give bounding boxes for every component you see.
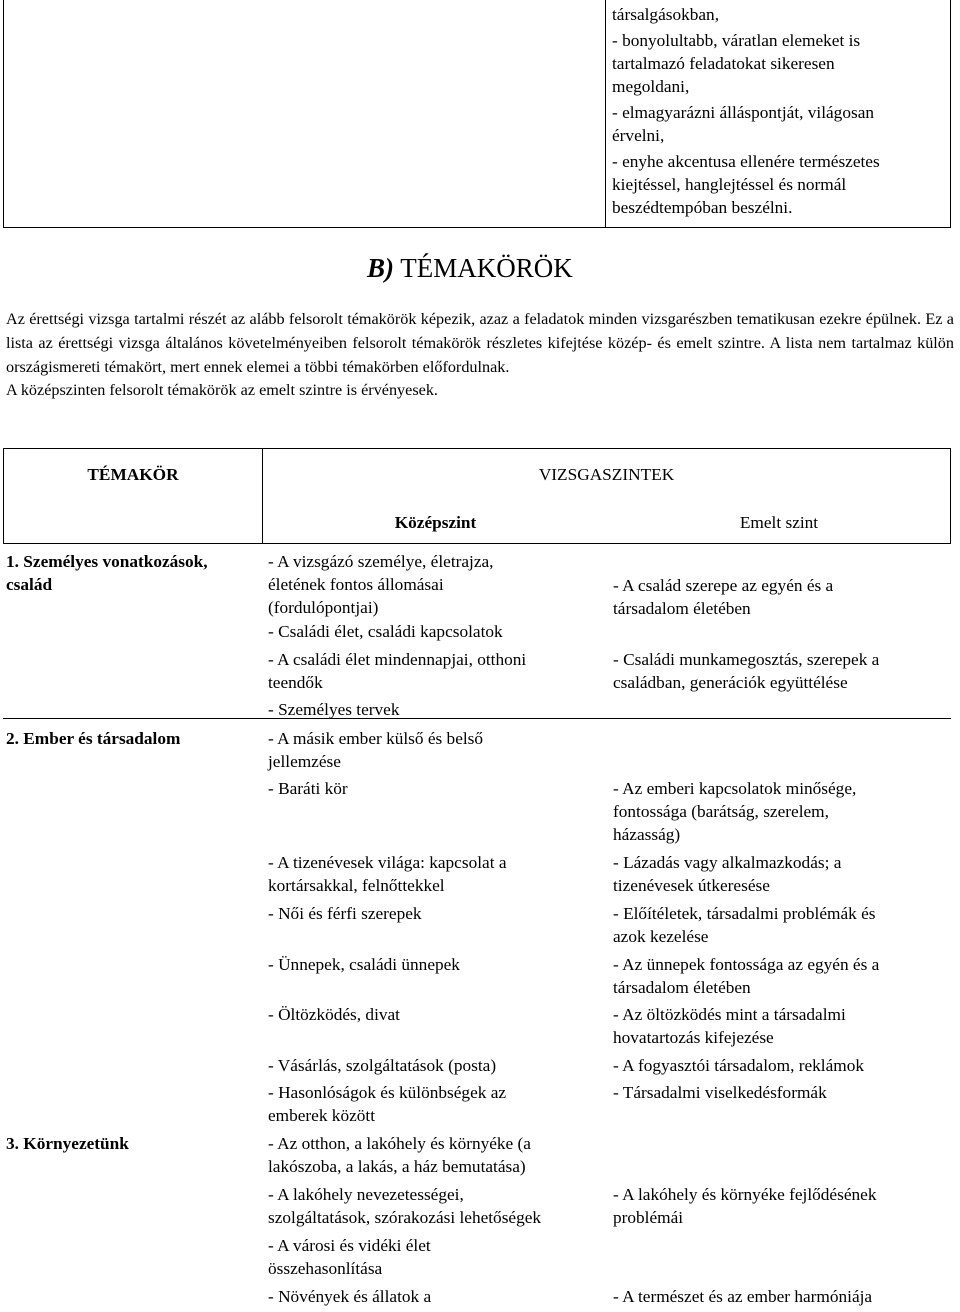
text-line: beszédtempóban beszélni. xyxy=(612,198,793,217)
topic-2: 2. Ember és társadalom xyxy=(6,729,181,748)
adv-item: - Családi munkamegosztás, szerepek a családban, generációk együttélése xyxy=(613,650,880,692)
mid-item: - A tizenévesek világa: kapcsolat a kortársakkal, felnőttekkel xyxy=(268,853,507,895)
header-advanced-level: Emelt szint xyxy=(739,513,819,532)
mid-item: - Személyes tervek xyxy=(268,700,400,719)
topic-1-line: 1. Személyes vonatkozások, xyxy=(6,552,208,571)
adv-item: - A fogyasztói társadalom, reklámok xyxy=(613,1056,864,1075)
mid-item: - A másik ember külső és belső jellemzése xyxy=(268,729,484,771)
mid-item: - Családi élet, családi kapcsolatok xyxy=(268,622,503,641)
table-border-top xyxy=(3,448,951,449)
header-levels: VIZSGASZINTEK xyxy=(538,465,675,484)
section-letter: B) xyxy=(367,253,394,283)
section-title xyxy=(367,252,573,284)
table-border-right xyxy=(950,0,951,228)
intro-paragraph: A középszinten felsorolt témakörök az emelt szintre is érvényesek. xyxy=(6,381,438,400)
mid-item: - A lakóhely nevezetességei, szolgáltatások, szórakozási lehetőségek xyxy=(268,1185,542,1227)
table-border-bottom xyxy=(3,227,951,228)
table-border-left xyxy=(3,0,4,228)
topic-1 xyxy=(6,550,261,596)
text-line: tartalmazó feladatokat sikeresen xyxy=(612,54,835,73)
mid-item: - A vizsgázó személye, életrajza, életének fontos állomásai (fordulópontjai) xyxy=(268,552,494,617)
intro-paragraph: Az érettségi vizsga tartalmi részét az alább felsorolt témakörök képezik, azaz a feladatok minden vizsgarészben tematikusan ezekre épülnek. Ez a lista az érettségi vizsga általános követelményeiben felsorolt témakörök részletes kifejtése közép- és emelt szintre. A lista nem tartalmaz külön országismereti témakört, mert ennek elemei a többi témakörben előfordulnak. xyxy=(6,310,954,376)
table-border-right xyxy=(950,448,951,544)
mid-item: - Hasonlóságok és különbségek az emberek között xyxy=(268,1083,507,1125)
text-line: megoldani, xyxy=(612,77,690,96)
header-topic: TÉMAKÖR xyxy=(87,465,179,484)
text-line: társalgásokban, xyxy=(612,5,720,24)
continuation-cell xyxy=(612,3,942,219)
text-line: - enyhe akcentusa ellenére természetes xyxy=(612,152,880,171)
topic-1-line: család xyxy=(6,575,53,594)
adv-item: - Előítéletek, társadalmi problémák és azok kezelése xyxy=(613,904,876,946)
adv-item: - A természet és az ember harmóniája xyxy=(613,1287,873,1306)
intro-text xyxy=(6,308,954,403)
text-line: kiejtéssel, hanglejtéssel és normál xyxy=(612,175,847,194)
mid-item: - Növények és állatok a xyxy=(268,1287,432,1306)
section-title-text: TÉMAKÖRÖK xyxy=(400,253,573,283)
mid-item: - Ünnepek, családi ünnepek xyxy=(268,955,460,974)
table-column-divider xyxy=(605,0,606,228)
adv-item: - Az öltözködés mint a társadalmi hovatartozás kifejezése xyxy=(613,1005,846,1047)
table-header-divider xyxy=(3,543,951,544)
adv-item: - Társadalmi viselkedésformák xyxy=(613,1083,827,1102)
adv-item: - Lázadás vagy alkalmazkodás; a tizenévesek útkeresése xyxy=(613,853,842,895)
mid-item: - A családi élet mindennapjai, otthoni teendők xyxy=(268,650,527,692)
mid-item: - Az otthon, a lakóhely és környéke (a lakószoba, a lakás, a ház bemutatása) xyxy=(268,1134,531,1176)
mid-item: - Női és férfi szerepek xyxy=(268,904,422,923)
text-line: - bonyolultabb, váratlan elemeket is xyxy=(612,31,861,50)
adv-item: - Az ünnepek fontossága az egyén és a társadalom életében xyxy=(613,955,880,997)
header-mid-level: Középszint xyxy=(394,513,477,532)
text-line: érvelni, xyxy=(612,126,665,145)
topic-3: 3. Környezetünk xyxy=(6,1134,129,1153)
mid-item: - Baráti kör xyxy=(268,779,348,798)
mid-item: - A városi és vidéki élet összehasonlítása xyxy=(268,1236,431,1278)
adv-item: - A család szerepe az egyén és a társadalom életében xyxy=(613,576,834,618)
mid-item: - Öltözködés, divat xyxy=(268,1005,400,1024)
mid-item: - Vásárlás, szolgáltatások (posta) xyxy=(268,1056,497,1075)
text-line: - elmagyarázni álláspontját, világosan xyxy=(612,103,875,122)
adv-item: - A lakóhely és környéke fejlődésének problémái xyxy=(613,1185,877,1227)
adv-item: - Az emberi kapcsolatok minősége, fontossága (barátság, szerelem, házasság) xyxy=(613,779,857,844)
